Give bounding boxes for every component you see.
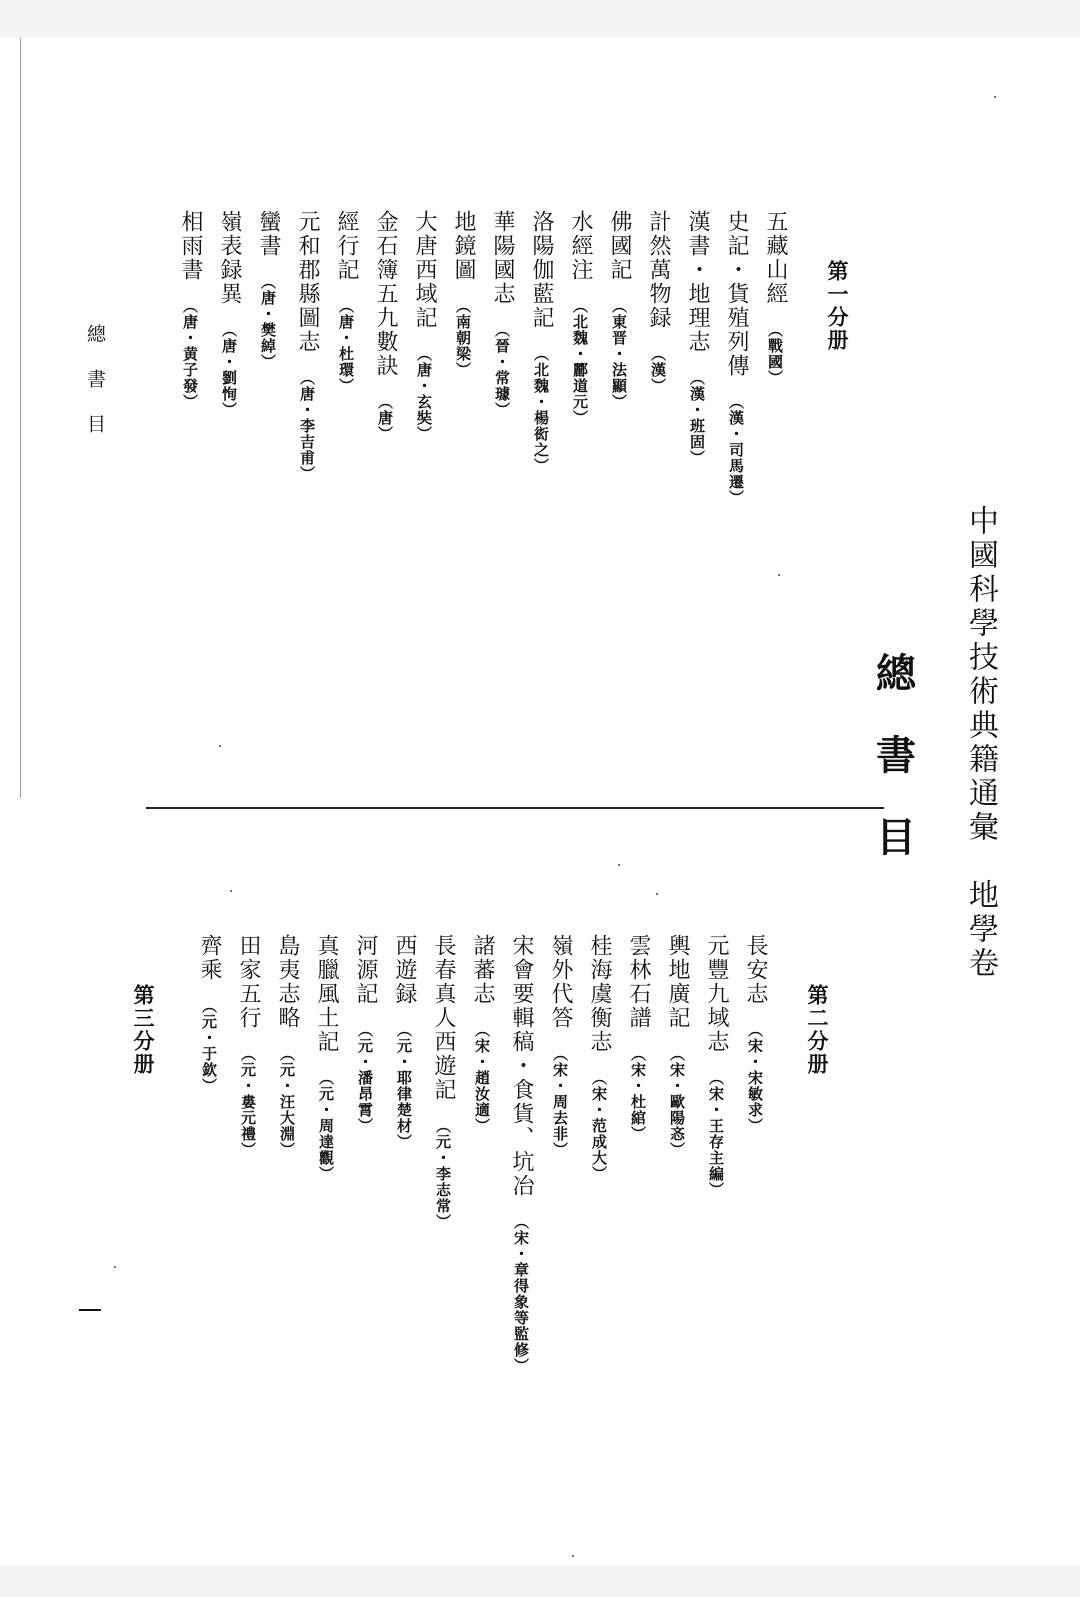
entry-author: （東晋・法顯） xyxy=(610,298,628,410)
entry xyxy=(432,934,454,1230)
entry-author: （漢） xyxy=(649,346,667,394)
entry-title: 華陽國志 xyxy=(490,210,515,306)
entry-title: 蠻書 xyxy=(256,210,281,258)
catalog-page xyxy=(0,38,1080,1566)
entry xyxy=(296,210,318,482)
entry xyxy=(393,934,415,1150)
entry-author: （元・婁元禮） xyxy=(239,1046,257,1158)
entry xyxy=(725,210,747,506)
entry-title: 相雨書 xyxy=(178,210,203,282)
entry-title: 河源記 xyxy=(353,934,378,1006)
entry xyxy=(705,934,727,1198)
entry xyxy=(647,210,669,394)
entry-title: 嶺表録異 xyxy=(217,210,242,306)
entry-author: （宋・趙汝適） xyxy=(473,1022,491,1134)
entry-title: 桂海虞衡志 xyxy=(587,934,612,1054)
entry-author: （元・李志常） xyxy=(434,1118,452,1230)
entry-author: （宋・范成大） xyxy=(590,1070,608,1182)
entry xyxy=(335,210,357,394)
entry-title: 地鏡圖 xyxy=(451,210,476,282)
entry xyxy=(276,934,298,1158)
entry-title: 計然萬物録 xyxy=(646,210,671,330)
entry-title: 宋會要輯稿・食貨、坑冶 xyxy=(509,934,534,1198)
entry-title: 嶺外代答 xyxy=(548,934,573,1030)
entry-author: （元・汪大淵） xyxy=(278,1046,296,1158)
entry-title: 漢書・地理志 xyxy=(685,210,710,354)
entry-title: 真臘風土記 xyxy=(314,934,339,1054)
entry-title: 大唐西域記 xyxy=(412,210,437,330)
section-3-label: 第三分册 xyxy=(131,984,156,1076)
entry xyxy=(354,934,376,1134)
entry-title: 元和郡縣圖志 xyxy=(295,210,320,354)
entry-title: 洛陽伽藍記 xyxy=(529,210,554,330)
entry-title: 齊乘 xyxy=(197,934,222,982)
entry-title: 西遊録 xyxy=(392,934,417,1006)
entry xyxy=(452,210,474,378)
heading-char-1: 總 xyxy=(876,650,916,697)
heading-char-3: 目 xyxy=(876,814,916,861)
entry-author: （唐・玄奘） xyxy=(415,346,433,442)
entry xyxy=(549,934,571,1158)
entry-title: 佛國記 xyxy=(607,210,632,282)
entry-author: （唐・杜環） xyxy=(337,298,355,394)
entry-title: 諸蕃志 xyxy=(470,934,495,1006)
entry-title: 雲林石譜 xyxy=(626,934,651,1030)
page-divider xyxy=(146,807,884,809)
entry-title: 經行記 xyxy=(334,210,359,282)
entry-title: 輿地廣記 xyxy=(665,934,690,1030)
page-number xyxy=(79,1309,101,1311)
entry-author: （漢・班固） xyxy=(688,370,706,466)
entry-author: （宋・宋敏求） xyxy=(746,1022,764,1134)
scan-speck xyxy=(778,574,780,576)
entry-author: （晉・常璩） xyxy=(493,322,511,418)
entry-title: 金石簿五九數訣 xyxy=(373,210,398,378)
entry-author: （唐・樊綽） xyxy=(259,274,277,370)
scan-speck xyxy=(656,893,658,895)
entry xyxy=(666,934,688,1158)
scan-speck xyxy=(572,1555,574,1557)
entry xyxy=(179,210,201,410)
entry-author: （漢・司馬遷） xyxy=(727,394,745,506)
entry xyxy=(627,934,649,1142)
entry-author: （元・潘昂霄） xyxy=(356,1022,374,1134)
entry-author: （宋・章得象等監修） xyxy=(512,1214,530,1374)
entry xyxy=(588,934,610,1182)
entry-author: （唐・劉恂） xyxy=(220,322,238,418)
entry xyxy=(510,934,532,1374)
entry xyxy=(569,210,591,426)
entry-author: （北魏・酈道元） xyxy=(571,298,589,426)
entry-title: 元豐九域志 xyxy=(704,934,729,1054)
entry-author: （元・于欽） xyxy=(200,998,218,1094)
scan-speck xyxy=(219,745,221,747)
entry xyxy=(257,210,279,370)
entry-author: （宋・王存主編） xyxy=(707,1070,725,1198)
entry-title: 五藏山經 xyxy=(763,210,788,306)
entry-author: （北魏・楊衒之） xyxy=(532,346,550,474)
entry xyxy=(218,210,240,418)
scan-speck xyxy=(114,1266,116,1268)
entry-author: （唐・李吉甫） xyxy=(298,370,316,482)
entry xyxy=(413,210,435,442)
entry xyxy=(237,934,259,1158)
entry xyxy=(491,210,513,418)
entry-title: 水經注 xyxy=(568,210,593,282)
entry-title: 史記・貨殖列傳 xyxy=(724,210,749,378)
entry-author: （元・周達觀） xyxy=(317,1070,335,1182)
binding-edge-line xyxy=(20,38,21,798)
entry-author: （唐） xyxy=(376,394,394,442)
entry-author: （宋・杜綰） xyxy=(629,1046,647,1142)
entry xyxy=(686,210,708,466)
entry xyxy=(608,210,630,410)
entry xyxy=(764,210,786,386)
scan-speck xyxy=(618,864,620,866)
entry-title: 島夷志略 xyxy=(275,934,300,1030)
entry-title: 長春真人西遊記 xyxy=(431,934,456,1102)
entry-title: 長安志 xyxy=(743,934,768,1006)
entry-author: （宋・歐陽忞） xyxy=(668,1046,686,1158)
entry-author: （宋・周去非） xyxy=(551,1046,569,1158)
footer-label: 總書目 xyxy=(84,324,106,459)
entry xyxy=(198,934,220,1094)
entry xyxy=(315,934,337,1182)
entry xyxy=(530,210,552,474)
scan-speck xyxy=(230,890,232,892)
section-2-label: 第二分册 xyxy=(805,984,830,1076)
heading-char-2: 書 xyxy=(876,732,916,779)
entry-author: （戰國） xyxy=(766,322,784,386)
scan-speck xyxy=(994,96,996,98)
entry-title: 田家五行 xyxy=(236,934,261,1030)
entry-author: （南朝梁） xyxy=(454,298,472,378)
entry-author: （唐・黄子發） xyxy=(181,298,199,410)
entry xyxy=(374,210,396,442)
entry xyxy=(471,934,493,1134)
section-1-label: 第一分册 xyxy=(825,260,850,352)
entry-author: （元・耶律楚材） xyxy=(395,1022,413,1150)
entry xyxy=(744,934,766,1134)
series-title: 中國科學技術典籍通彙 地學卷 xyxy=(963,505,998,981)
